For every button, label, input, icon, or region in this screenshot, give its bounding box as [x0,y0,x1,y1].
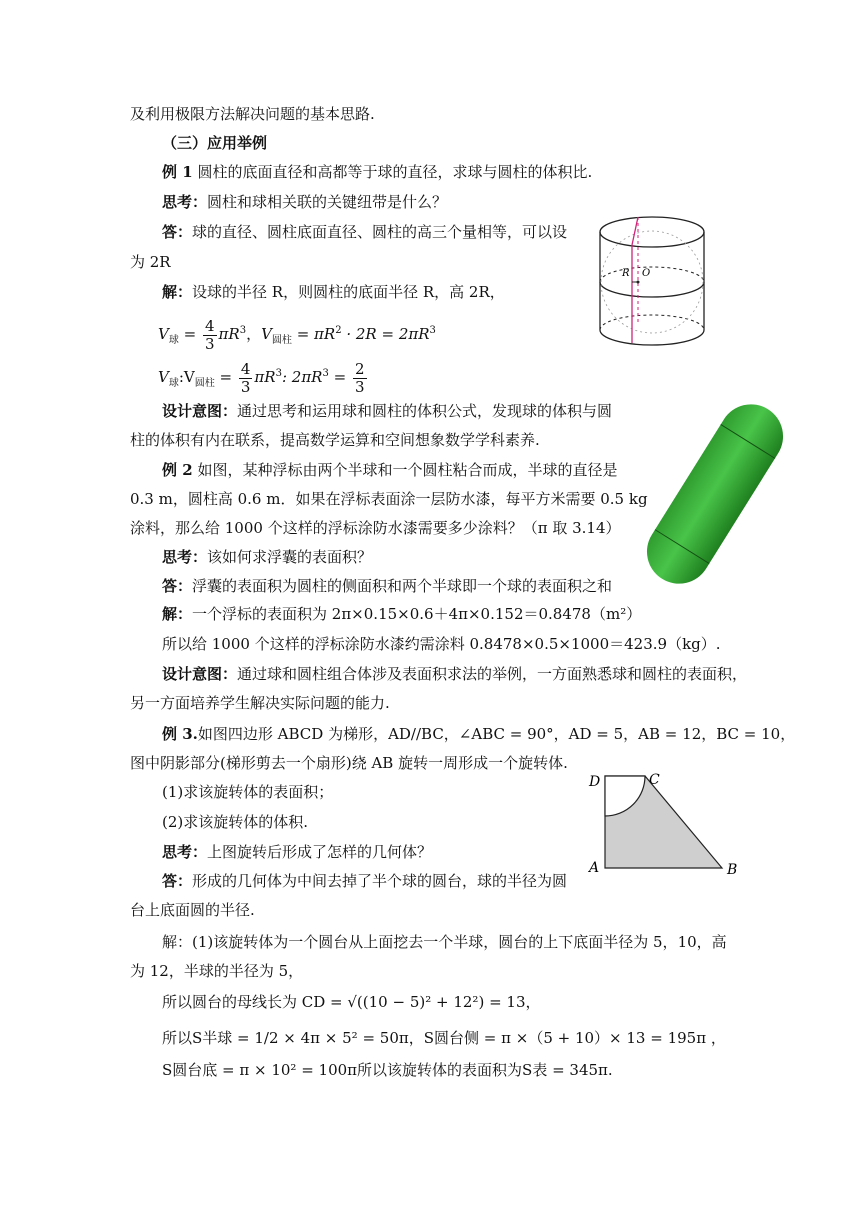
example-3-think: 思考：上图旋转后形成了怎样的几何体？ [162,843,433,861]
example-3-question-1: (1)求该旋转体的表面积； [162,783,334,801]
vertex-A-label: A [589,860,600,876]
vertex-D-label: D [589,774,601,790]
example-1-formula-1: $V_球$ = $\frac{4}{3}$ $\pi R^3$，$V_{圆柱} = \pi R^2 \cdot 2R = 2\pi R^3$ [158,316,436,353]
center-label: O [642,268,651,279]
example-3-question-2: (2)求该旋转体的体积. [162,813,309,831]
example-1-think: 思考：圆柱和球相关联的关键纽带是什么？ [162,193,448,211]
vertex-C-label: C [649,772,660,788]
example-2-result: 所以给 1000 个这样的浮标涂防水漆约需涂料 0.8478×0.5×1000＝423.9（kg）. [162,635,721,653]
example-3-solve-cont: 为 12，半球的半径为 5， [130,962,304,980]
buoy-capsule-figure [640,402,790,587]
example-2-design-cont: 另一方面培养学生解决实际问题的能力. [130,694,390,712]
example-1-formula-2: $V_球:V_{圆柱}$ = $\frac{4}{3}$ $\pi R^3$: $2\pi R^3$ = $\frac{2}{3}$ [158,359,365,396]
example-2-text-c: 涂料，那么给 1000 个这样的浮标涂防水漆需要多少涂料？（π 取 3.14） [130,519,621,537]
example-3-title: 例 3.如图四边形 ABCD 为梯形，AD//BC，∠ABC = 90°，AD = 5，AB = 12，BC = 10， [162,725,796,743]
example-2-solve: 解：一个浮标的表面积为 2π×0.15×0.6＋4π×0.152＝0.8478（m²） [162,605,642,623]
radius-label: R [622,268,630,279]
example-2-design: 设计意图：通过球和圆柱组合体涉及表面积求法的举例，一方面熟悉球和圆柱的表面积， [162,665,748,683]
example-1-design-cont: 柱的体积有内在联系，提高数学运算和空间想象数学学科素养. [130,431,540,449]
section-heading: （三）应用举例 [162,134,268,152]
example-2-text-b: 0.3 m，圆柱高 0.6 m．如果在浮标表面涂一层防水漆，每平方米需要 0.5 kg [130,490,648,508]
example-3-formula-3: S圆台底 = π × 10² = 100π所以该旋转体的表面积为S表 = 345π. [162,1061,613,1079]
example-3-solve: 解：(1)该旋转体为一个圆台从上面挖去一个半球，圆台的上下底面半径为 5，10，高 [162,933,727,951]
trapezoid-figure [585,768,745,880]
example-2-answer: 答：浮囊的表面积为圆柱的侧面积和两个半球即一个球的表面积之和 [162,577,613,595]
example-1-title: 例 1 圆柱的底面直径和高都等于球的直径，求球与圆柱的体积比. [162,163,593,181]
example-1-design: 设计意图：通过思考和运用球和圆柱的体积公式，发现球的体积与圆 [162,402,613,420]
example-3-text-b: 图中阴影部分(梯形剪去一个扇形)绕 AB 旋转一周形成一个旋转体. [130,754,568,772]
example-1-answer: 答：球的直径、圆柱底面直径、圆柱的高三个量相等，可以设 [162,223,568,241]
example-3-answer: 答：形成的几何体为中间去掉了半个球的圆台，球的半径为圆 [162,872,568,890]
example-1-answer-cont: 为 2R [130,253,171,271]
vertex-B-label: B [727,862,738,878]
cylinder-sphere-figure [592,205,712,355]
example-2-title: 例 2 如图，某种浮标由两个半球和一个圆柱粘合而成，半球的直径是 [162,461,618,479]
example-1-solve: 解：设球的半径 R，则圆柱的底面半径 R，高 2R， [162,283,505,301]
example-2-think: 思考：该如何求浮囊的表面积？ [162,548,373,566]
example-3-formula-2: 所以S半球 = 1/2 × 4π × 5² = 50π，S圆台侧 = π ×（5 + 10）× 13 = 195π ， [162,1029,726,1047]
example-3-answer-cont: 台上底面圆的半径. [130,901,255,919]
text-line: 及利用极限方法解决问题的基本思路. [130,105,375,123]
example-3-formula-1: 所以圆台的母线长为 CD = √((10 − 5)² + 12²) = 13， [162,993,541,1011]
